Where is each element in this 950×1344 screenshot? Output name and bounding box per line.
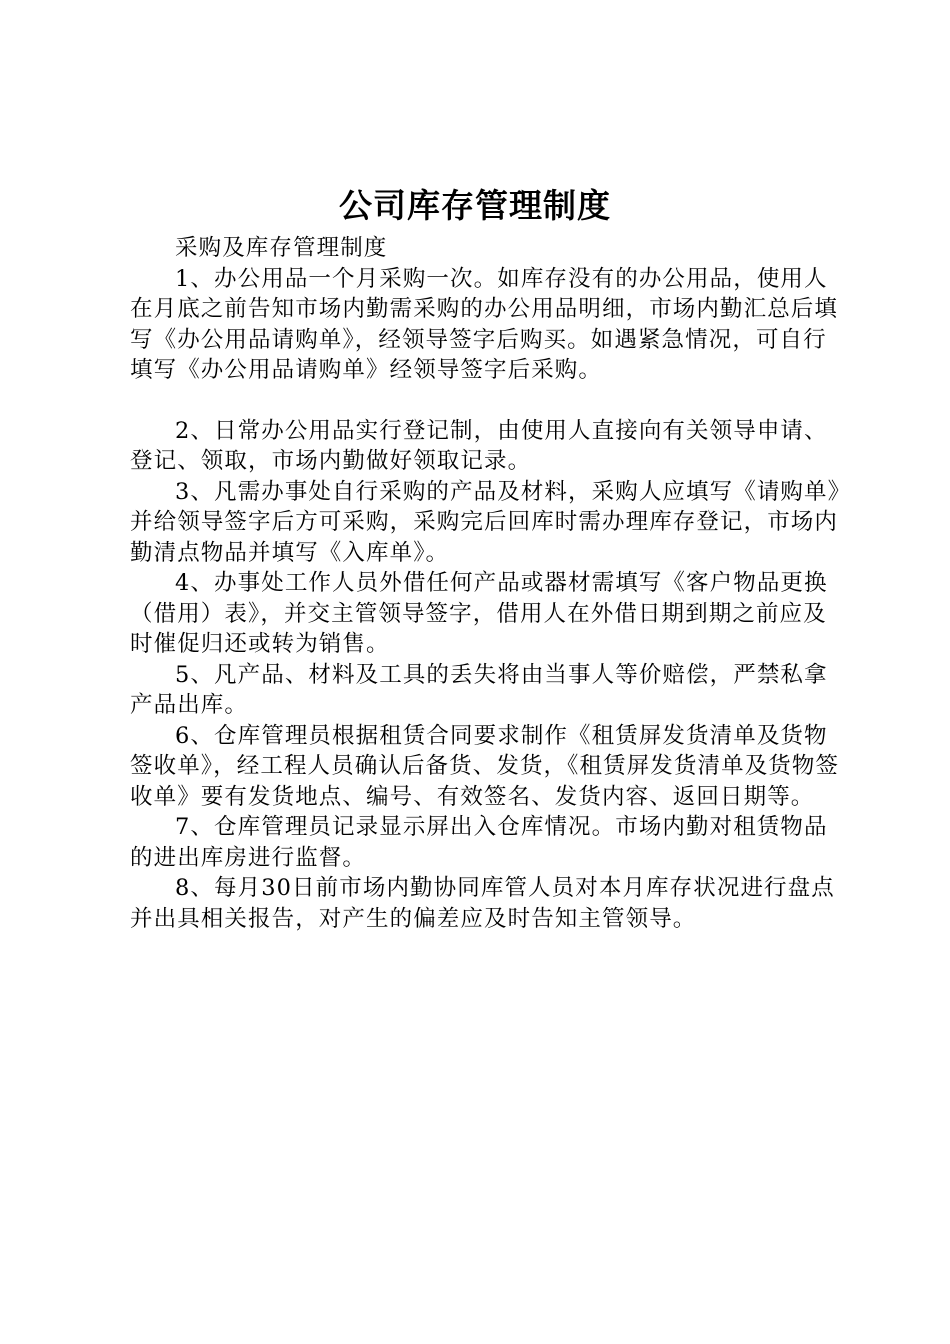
paragraph-2: 2、日常办公用品实行登记制，由使用人直接向有关领导申请、登记、领取，市场内勤做好领取记录。 xyxy=(130,417,828,474)
paragraph-8: 8、每月30日前市场内勤协同库管人员对本月库存状况进行盘点并出具相关报告，对产生的偏差应及时告知主管领导。 xyxy=(130,875,835,932)
paragraph-6: 6、仓库管理员根据租赁合同要求制作《租赁屏发货清单及货物签收单》，经工程人员确认后备货、发货，《租赁屏发货清单及货物签收单》要有发货地点、编号、有效签名、发货内容、返回日期等。 xyxy=(130,722,840,810)
paragraph-4: 4、办事处工作人员外借任何产品或器材需填写《客户物品更换（借用）表》，并交主管领导签字，借用人在外借日期到期之前应及时催促归还或转为销售。 xyxy=(130,570,828,657)
paragraph-5: 5、凡产品、材料及工具的丢失将由当事人等价赔偿，严禁私拿产品出库。 xyxy=(130,661,828,718)
paragraph-7: 7、仓库管理员记录显示屏出入仓库情况。市场内勤对租赁物品的进出库房进行监督。 xyxy=(130,814,828,871)
document-body xyxy=(130,233,850,934)
document-subtitle: 采购及库存管理制度 xyxy=(175,235,388,261)
paragraph-3: 3、凡需办事处自行采购的产品及材料，采购人应填写《请购单》并给领导签字后方可采购，采购完后回库时需办理库存登记，市场内勤清点物品并填写《入库单》。 xyxy=(130,478,840,566)
document-title: 公司库存管理制度 xyxy=(339,186,611,225)
paragraph-1: 1、办公用品一个月采购一次。如库存没有的办公用品，使用人在月底之前告知市场内勤需采购的办公用品明细，市场内勤汇总后填写《办公用品请购单》，经领导签字后购买。如遇紧急情况，可自行填写《办公用品请购单》经领导签字后采购。 xyxy=(130,265,839,383)
